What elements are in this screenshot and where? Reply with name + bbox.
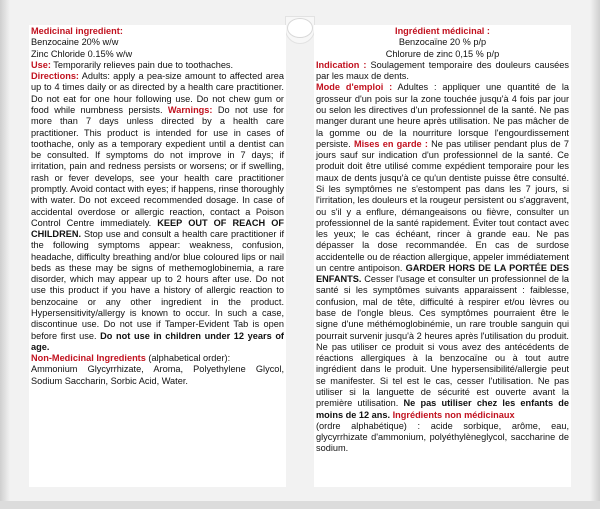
bottom-edge — [0, 501, 600, 509]
symptomes-text: Cesser l'usage et consulter un professionnel de la santé si les symptômes suivants apparaissent : faiblesse, confusion, mal de tête, difficulté à respirer et/ou lèvres ou base de l'ongle bleus. Ces symptômes pourraient être le signe d'une méthémoglobinémie, un rare trouble sanguin qui pourrait survenir jusqu'à 2 heures après l'utilisation du produit. Ne pas utiliser ce produit si vous avez des antécédents de réactions allergiques à la benzocaïne ou à tout autre ingrédient dans le produit. Une hypersensibilité/allergie peut se manifester. Si tel est le cas, cesser l'utilisation. Ne pas utiliser si la languette de sécurité est ouverte avant la première utilisation. — [316, 274, 569, 409]
ingredient-medicinal-heading: Ingrédient médicinal : — [395, 26, 490, 36]
non-medicinal-ingredients: Ammonium Glycyrrhizate, Aroma, Polyethylene Glycol, Sodium Saccharin, Sorbic Acid, Water. — [31, 364, 284, 386]
left-edge-shadow — [0, 0, 10, 509]
use-heading: Use: — [31, 59, 51, 70]
warnings-text: Do not use for more than 7 days unless directed by a health care practitioner. This product is intended for use in cases of toothache, only as a temporary expedient until a dentist can be consulted. If symptoms do not improve in 7 days; if irritation, pain and redness persists or worsens; or if swelling, rash or fever develops, see your health care practitioner promptly. Avoid contact with eyes; if happens, rinse thoroughly with water. Do not exceed recommended dosage. In case of accidental overdose or allergic reaction, contact a Poison Control Centre immediately. — [31, 104, 284, 228]
garder-hors-warning: GARDER HORS DE LA PORTÉE DES ENFANTS. — [316, 262, 569, 285]
right-edge-shadow — [590, 0, 600, 509]
children-warning: Do not use in children under 12 years of age. — [31, 330, 284, 352]
directions-heading: Directions: — [31, 71, 79, 82]
french-label-text — [314, 25, 571, 455]
symptoms-text: Stop use and consult a health care practitioner if the following symptoms appear: weakness, confusion, headache, difficulty breathing and/or blue coloured lips or nail beds as these may be signs of methemoglobinemia, a rare disorder, which may appear up to 2 hours after use. Do not use this product if you have a history of allergic reaction to benzocaine or any other ingredient in the product. Hypersensitivity/allergy is known to occur. In such a case, discontinue use. Do not use if Tamper-Evident Tab is open before first use. — [31, 229, 284, 341]
hang-hole — [287, 18, 313, 38]
non-medicinal-heading: Non-Medicinal Ingredients — [31, 353, 146, 364]
english-label-text — [29, 25, 286, 387]
keep-out-warning: KEEP OUT OF REACH OF CHILDREN. — [31, 217, 284, 240]
mises-en-garde-text: Ne pas utiliser pendant plus de 7 jours sauf sur indication d'un professionnel de la santé. Ce produit doit être utilisé comme expédient temporaire pour les maux de dents jusqu'à ce qu'un dentiste puisse être consulté. Si les symptômes ne s'estompent pas dans les 7 jours, si l'irritation, les douleurs et la rougeur persistent ou s'aggravent, ou s'il y a enflure, démangeaisons ou fièvre, consulter un professionnel de la santé rapidement. Éviter tout contact avec les yeux; le cas échéant, rincer à grande eau. Ne pas dépasser la dose recommandée. En cas de surdose accidentelle ou de réaction allergique, appeler immédiatement un centre antipoison. — [316, 138, 569, 273]
mode-emploi-heading: Mode d'emploi : — [316, 82, 393, 93]
indication-text: Soulagement temporaire des douleurs causées par les maux de dents. — [316, 59, 569, 82]
french-label-panel — [314, 25, 571, 487]
warnings-heading: Warnings: — [167, 104, 213, 115]
non-medicinal-order-note: (alphabetical order): — [145, 353, 231, 364]
medicinal-ingredient-heading: Medicinal ingredient: — [31, 26, 123, 36]
english-label-panel — [29, 25, 286, 487]
mises-en-garde-heading: Mises en garde : — [353, 138, 428, 149]
directions-text: Adults: apply a pea-size amount to affected area up to 4 times daily or as directed by a health care practitioner. Do not eat for one hour following use. Do not chew gum or food while numbness persists. — [31, 71, 284, 115]
ingredients-non-medicinaux-heading: Ingrédients non médicinaux — [392, 409, 515, 420]
enfants-warning: Ne pas utiliser chez les enfants de moins de 12 ans. — [316, 398, 570, 420]
ingredient-benzocaine-fr: Benzocaïne 20 % p/p — [398, 37, 487, 48]
mode-emploi-text: Adultes : appliquer une quantité de la grosseur d'un pois sur la zone touchée jusqu'à 4 fois par jour ou selon les directives d'un professionnel de la santé. Ne pas manger durant une heure après utilisation. Ne pas mâcher de la gomme ou de la nourriture lorsque l'engourdissement persiste. — [316, 82, 569, 149]
ingredient-benzocaine: Benzocaine 20% w/w — [31, 37, 119, 48]
ingredient-zinc-chloride-fr: Chlorure de zinc 0,15 % p/p — [385, 48, 500, 59]
ingredient-zinc-chloride: Zinc Chloride 0.15% w/w — [31, 48, 133, 59]
ingredients-non-medicinaux-text: (ordre alphabétique) : acide sorbique, arôme, eau, glycyrrhizate d'ammonium, polyéthylèneglycol, saccharine de sodium. — [316, 420, 569, 454]
use-text: Temporarily relieves pain due to toothaches. — [50, 59, 234, 70]
indication-heading: Indication : — [316, 59, 367, 70]
